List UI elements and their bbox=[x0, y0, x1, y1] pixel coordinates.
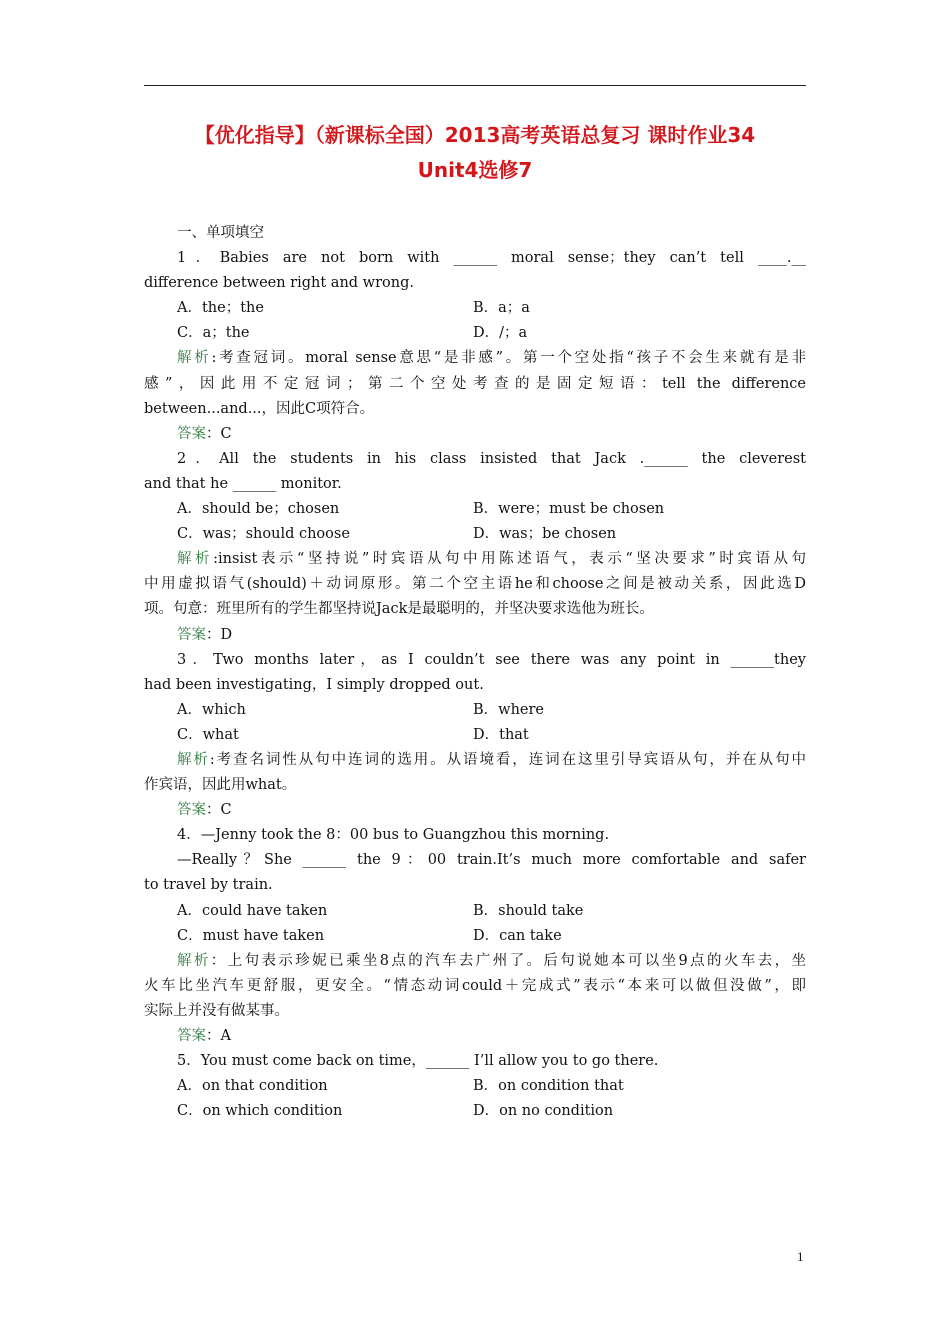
analysis-line: between...and...，因此C项符合。 bbox=[144, 400, 375, 417]
option-c: C．what bbox=[177, 726, 239, 743]
answer-line bbox=[144, 623, 806, 648]
option-c: C．was；should choose bbox=[177, 526, 350, 543]
options-row bbox=[144, 321, 806, 346]
option-d: D．that bbox=[473, 726, 529, 743]
analysis-line: 解析:考查冠词。moral sense意思“是非感”。第一个空处指“孩子不会生来就有是非 bbox=[177, 350, 806, 367]
option-d: D．on no condition bbox=[473, 1103, 614, 1120]
option-b: B．on condition that bbox=[473, 1078, 624, 1095]
section-heading: 一、单项填空 bbox=[177, 225, 264, 241]
option-d: D．can take bbox=[473, 927, 562, 944]
options-row bbox=[144, 296, 806, 321]
question-2 bbox=[144, 447, 806, 648]
analysis-label: 解析 bbox=[177, 751, 210, 768]
answer-value: ：C bbox=[206, 802, 232, 819]
question-3 bbox=[144, 648, 806, 824]
option-b: B．were；must be chosen bbox=[473, 501, 665, 518]
analysis-line: 火车比坐汽车更舒服，更安全。“情态动词could＋完成式”表示“本来可以做但没做”，即 bbox=[144, 977, 806, 994]
option-c: C．must have taken bbox=[177, 927, 325, 944]
answer-line bbox=[144, 422, 806, 447]
answer-value: ：C bbox=[206, 425, 232, 442]
option-d: D．/；a bbox=[473, 325, 528, 342]
question-stem-line: 2．All the students in his class insisted that Jack .______ the cleverest bbox=[177, 450, 806, 467]
analysis-label: 解析 bbox=[177, 952, 211, 969]
question-stem-line: 3．Two months later，as I couldn’t see there was any point in ______they bbox=[177, 651, 806, 668]
analysis-line: 解析：上句表示珍妮已乘坐8点的汽车去广州了。后句说她本可以坐9点的火车去，坐 bbox=[177, 952, 807, 969]
options-row bbox=[144, 497, 806, 522]
answer-label: 答案 bbox=[177, 802, 206, 819]
question-stem-line: 5．You must come back on time，______ I’ll allow you to go there. bbox=[177, 1053, 659, 1070]
answer-value: ：D bbox=[206, 626, 233, 643]
page-number: 1 bbox=[797, 1249, 804, 1264]
option-a: A．the；the bbox=[177, 300, 264, 317]
answer-line bbox=[144, 798, 806, 823]
option-b: B．should take bbox=[473, 902, 584, 919]
header-rule bbox=[144, 85, 806, 86]
analysis-line: 作宾语，因此用what。 bbox=[144, 777, 297, 794]
question-stem-line: difference between right and wrong. bbox=[144, 275, 414, 292]
answer-line bbox=[144, 1024, 806, 1049]
options-row bbox=[144, 522, 806, 547]
options-row bbox=[144, 1074, 806, 1099]
option-d: D．was；be chosen bbox=[473, 526, 617, 543]
question-stem-line: and that he ______ monitor. bbox=[144, 475, 342, 492]
option-a: A．should be；chosen bbox=[177, 501, 340, 518]
answer-label: 答案 bbox=[177, 626, 206, 643]
document-title: 【优化指导】（新课标全国）2013高考英语总复习 课时作业34 bbox=[194, 123, 756, 147]
options-row bbox=[144, 899, 806, 924]
analysis-line: 解析:insist表示“坚持说”时宾语从句中用陈述语气，表示“坚决要求”时宾语从句 bbox=[177, 551, 807, 568]
analysis-label: 解析 bbox=[177, 551, 214, 568]
question-stem-line: had been investigating，I simply dropped out. bbox=[144, 676, 484, 693]
analysis-line: 解析:考查名词性从句中连词的选用。从语境看，连词在这里引导宾语从句，并在从句中 bbox=[177, 751, 807, 768]
question-stem-line: 1．Babies are not born with ______ moral sense；they can’t tell ____.__ bbox=[177, 250, 806, 267]
document-body bbox=[144, 221, 806, 1124]
analysis-line: 中用虚拟语气(should)＋动词原形。第二个空主语he和choose之间是被动关系，因此选D bbox=[144, 576, 806, 593]
answer-value: ：A bbox=[206, 1028, 231, 1044]
analysis-line: 项。句意：班里所有的学生都坚持说Jack是最聪明的，并坚决要求选他为班长。 bbox=[144, 601, 654, 618]
document-subtitle: Unit4选修7 bbox=[417, 158, 533, 182]
question-1 bbox=[144, 246, 806, 447]
question-stem-line: 4．—Jenny took the 8：00 bus to Guangzhou this morning. bbox=[177, 827, 610, 844]
option-c: C．on which condition bbox=[177, 1103, 343, 1120]
answer-label: 答案 bbox=[177, 425, 206, 442]
option-c: C．a；the bbox=[177, 325, 250, 342]
options-row bbox=[144, 698, 806, 723]
option-b: B．a；a bbox=[473, 300, 530, 317]
question-5 bbox=[144, 1049, 806, 1124]
analysis-line: 实际上并没有做某事。 bbox=[144, 1002, 289, 1019]
question-4 bbox=[144, 823, 806, 1049]
options-row bbox=[144, 924, 806, 949]
analysis-line: 感”，因此用不定冠词；第二个空处考查的是固定短语：tell the difference bbox=[144, 375, 806, 392]
option-a: A．could have taken bbox=[177, 902, 328, 919]
option-a: A．on that condition bbox=[177, 1078, 328, 1095]
option-b: B．where bbox=[473, 701, 544, 718]
answer-label: 答案 bbox=[177, 1028, 206, 1044]
options-row bbox=[144, 1099, 806, 1124]
option-a: A．which bbox=[177, 701, 246, 718]
analysis-label: 解析 bbox=[177, 350, 212, 367]
question-stem-line: to travel by train. bbox=[144, 877, 273, 894]
question-stem-line: —Really？She ______ the 9：00 train.It’s much more comfortable and safer bbox=[177, 852, 806, 869]
options-row bbox=[144, 723, 806, 748]
